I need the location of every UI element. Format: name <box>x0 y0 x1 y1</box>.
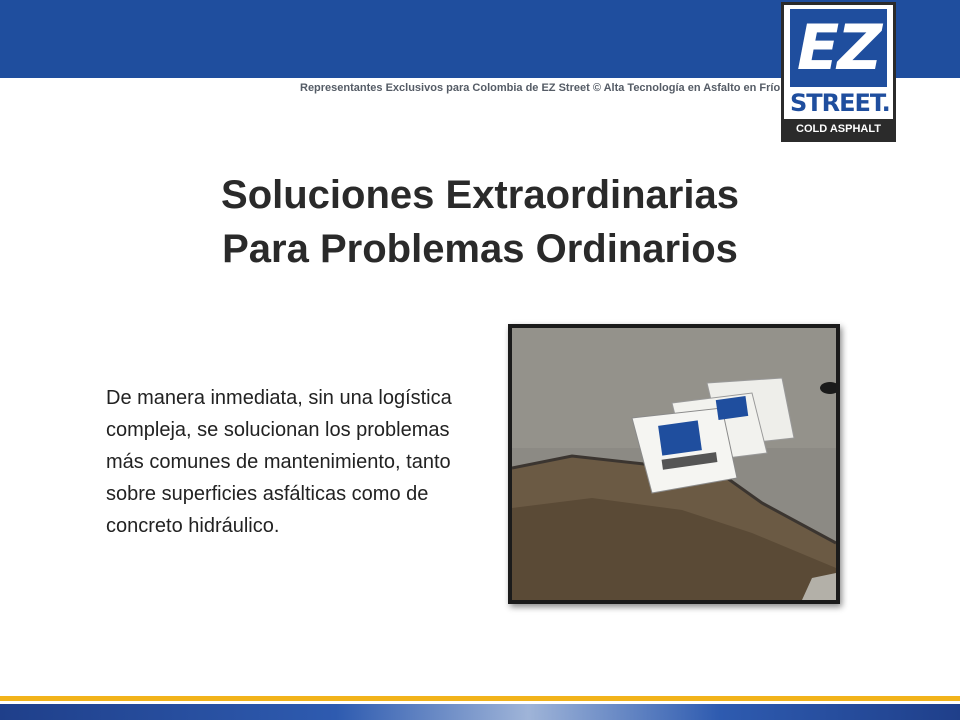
logo-cold-asphalt: COLD ASPHALT <box>784 119 893 139</box>
slide-title-line2: Para Problemas Ordinarios <box>222 227 738 271</box>
logo-ez-mark: EZ <box>790 9 887 87</box>
footer-stripes <box>0 696 960 720</box>
photo-illustration <box>512 328 836 600</box>
slide-title-line1: Soluciones Extraordinarias <box>221 173 739 217</box>
pothole-repair-photo <box>508 324 840 604</box>
slide-title <box>0 168 960 276</box>
ez-street-logo <box>781 2 896 142</box>
logo-street-text: STREET. <box>790 89 890 117</box>
header-tagline: Representantes Exclusivos para Colombia de EZ Street © Alta Tecnología en Asfalto en Frío <box>300 82 781 94</box>
footer-blue-stripe <box>0 704 960 720</box>
slide-body-text: De manera inmediata, sin una logística compleja, se solucionan los problemas más comunes de mantenimiento, tanto sobre superficies asfálticas como de concreto hidráulico. <box>106 387 452 537</box>
